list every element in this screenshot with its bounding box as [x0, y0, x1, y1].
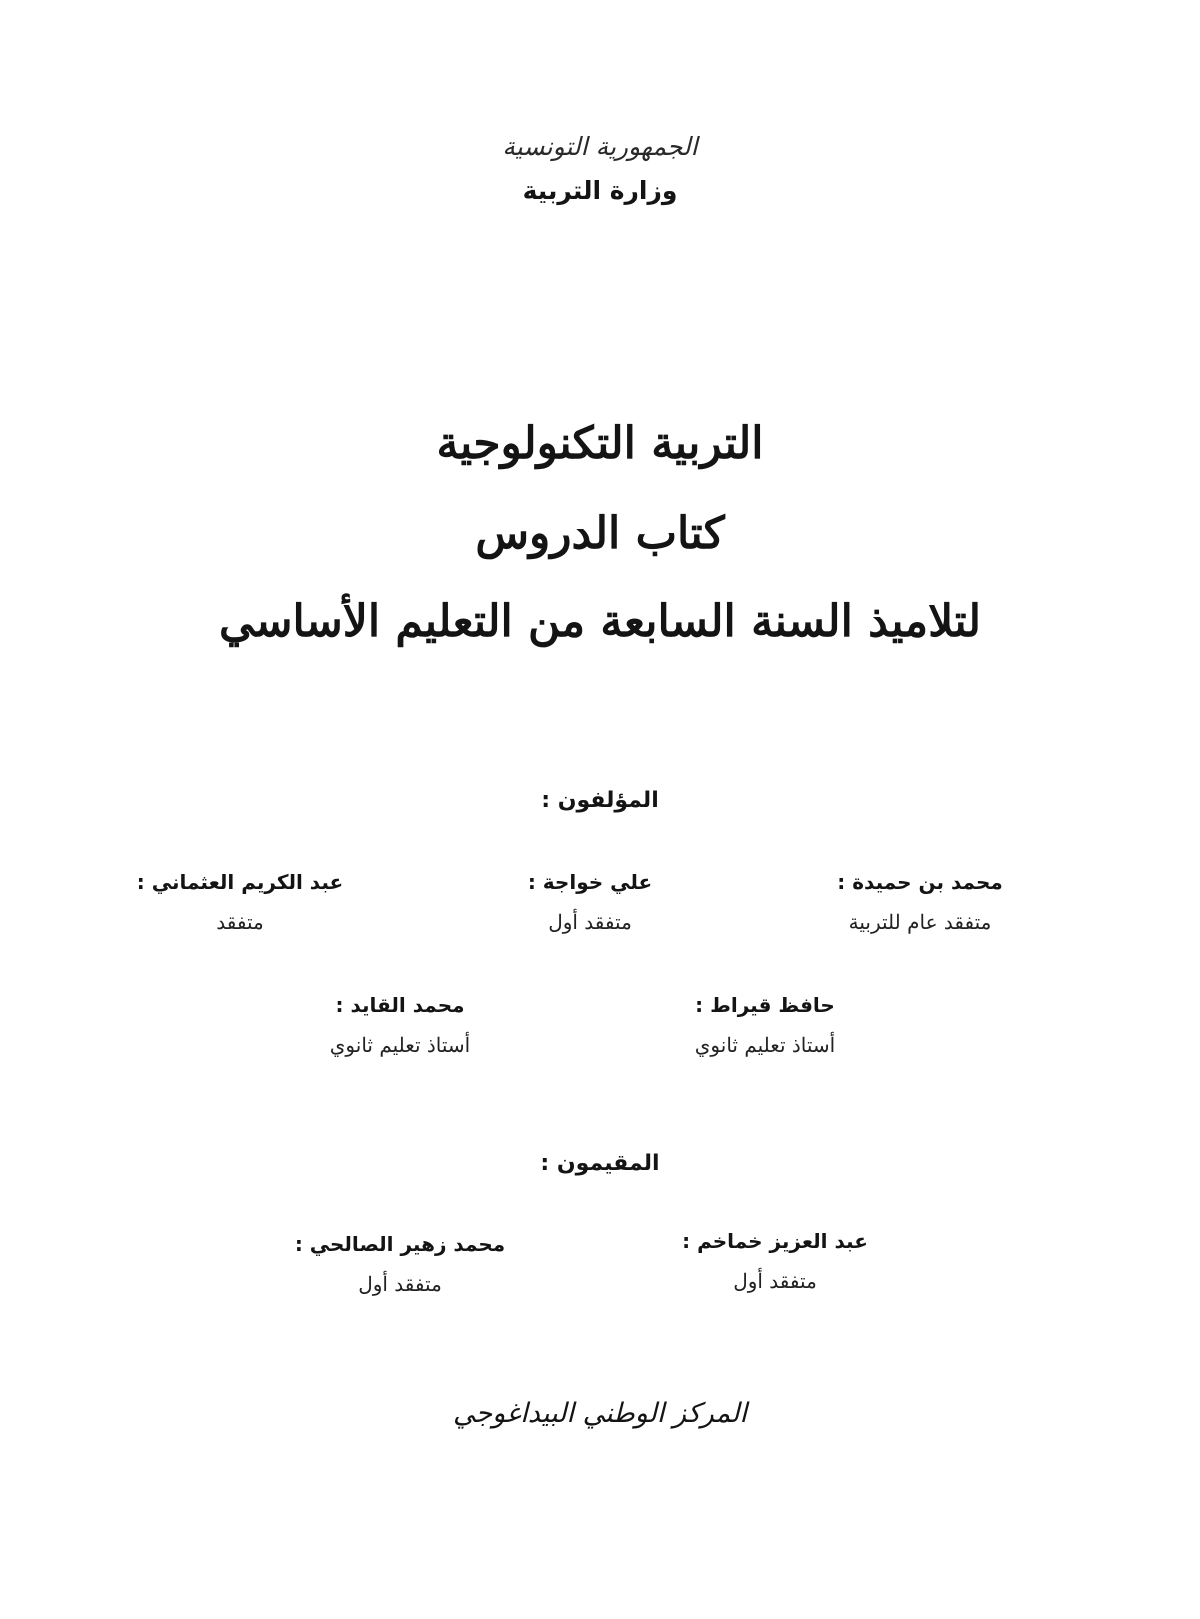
- author-card: [250, 993, 550, 1057]
- author-role: متفقد عام للتربية: [848, 910, 992, 934]
- author-name: علي خواجة :: [527, 870, 653, 894]
- reviewer-role: متفقد أول: [733, 1269, 817, 1293]
- author-role: أستاذ تعليم ثانوي: [694, 1033, 836, 1057]
- book-title-line-2: كتاب الدروس: [475, 508, 725, 559]
- book-title-line-3: لتلاميذ السنة السابعة من التعليم الأساسي: [218, 596, 982, 647]
- book-title-line-1: التربية التكنولوجية: [436, 418, 764, 469]
- reviewer-name: عبد العزيز خماخم :: [682, 1229, 868, 1253]
- author-card: [90, 870, 390, 934]
- ministry-label: وزارة التربية: [522, 176, 678, 205]
- reviewers-heading: المقيمون :: [540, 1151, 660, 1176]
- author-card: [770, 870, 1070, 934]
- publisher-name: المركز الوطني البيداغوجي: [453, 1398, 747, 1429]
- author-name: محمد بن حميدة :: [837, 870, 1003, 894]
- author-name: حافظ قيراط :: [695, 993, 835, 1017]
- reviewer-role: متفقد أول: [358, 1272, 442, 1296]
- reviewer-name: محمد زهير الصالحي :: [294, 1232, 506, 1256]
- author-role: أستاذ تعليم ثانوي: [329, 1033, 471, 1057]
- author-role: متفقد: [216, 910, 264, 934]
- author-card: [615, 993, 915, 1057]
- reviewer-card: [250, 1232, 550, 1296]
- author-name: عبد الكريم العثماني :: [136, 870, 344, 894]
- author-name: محمد القايد :: [335, 993, 465, 1017]
- authors-heading: المؤلفون :: [541, 788, 659, 813]
- author-role: متفقد أول: [548, 910, 632, 934]
- republic-label: الجمهورية التونسية: [502, 132, 698, 161]
- reviewer-card: [625, 1229, 925, 1293]
- author-card: [440, 870, 740, 934]
